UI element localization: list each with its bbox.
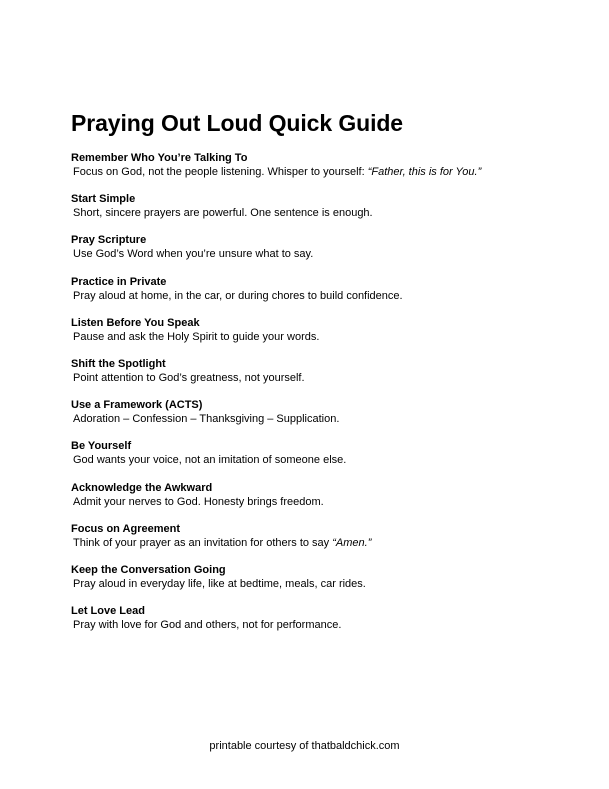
- tip-body: [71, 289, 591, 303]
- tip-body: [71, 453, 591, 467]
- tip-item: [71, 604, 591, 645]
- tip-quote: “Amen.”: [332, 536, 372, 549]
- tip-body: [71, 618, 591, 632]
- footer-credit: printable courtesy of thatbaldchick.com: [209, 740, 400, 752]
- tip-body: [71, 536, 591, 550]
- tip-body: [71, 577, 591, 591]
- tip-title: Be Yourself: [71, 440, 132, 453]
- tip-item: [71, 316, 591, 357]
- tip-body: [71, 330, 591, 344]
- tip-text: Pray aloud at home, in the car, or during chores to build confidence.: [73, 289, 403, 302]
- tip-item: [71, 522, 591, 563]
- tip-text: Pray aloud in everyday life, like at bedtime, meals, car rides.: [73, 577, 366, 590]
- tip-title: Pray Scripture: [71, 234, 147, 247]
- tip-title: Remember Who You’re Talking To: [71, 152, 248, 164]
- tip-body: [71, 165, 591, 179]
- tip-item: [71, 563, 591, 604]
- tip-title: Acknowledge the Awkward: [71, 481, 213, 494]
- tip-quote: “Father, this is for You.”: [367, 166, 482, 178]
- tip-title: Practice in Private: [71, 275, 167, 288]
- tip-text: Adoration – Confession – Thanksgiving – Supplication.: [73, 413, 340, 426]
- page-title: Praying Out Loud Quick Guide: [71, 110, 404, 136]
- tip-text: Pause and ask the Holy Spirit to guide your words.: [73, 330, 320, 343]
- tip-title: Listen Before You Speak: [71, 316, 200, 329]
- tip-body: [71, 412, 591, 426]
- tip-item: [71, 233, 591, 274]
- tip-title: Shift the Spotlight: [71, 357, 166, 370]
- tip-text: Point attention to God’s greatness, not yourself.: [73, 371, 305, 384]
- tip-text: God wants your voice, not an imitation of someone else.: [73, 454, 347, 467]
- tip-item: [71, 439, 591, 480]
- tip-item: [71, 275, 591, 316]
- tip-text: Short, sincere prayers are powerful. One sentence is enough.: [73, 207, 373, 220]
- tip-text: Focus on God, not the people listening. Whisper to yourself:: [73, 166, 368, 178]
- tip-title: Keep the Conversation Going: [71, 563, 226, 576]
- tip-text: Think of your prayer as an invitation for others to say: [73, 536, 333, 549]
- tip-text: Admit your nerves to God. Honesty brings freedom.: [73, 495, 324, 508]
- tip-text: Pray with love for God and others, not for performance.: [73, 619, 342, 632]
- tip-item: [71, 481, 591, 522]
- tip-item: [71, 357, 591, 398]
- tip-text: Use God’s Word when you’re unsure what to say.: [73, 248, 314, 261]
- tip-item: [71, 398, 591, 439]
- tip-body: [71, 247, 591, 261]
- tip-title: Let Love Lead: [71, 605, 145, 618]
- tip-body: [71, 206, 591, 220]
- tip-body: [71, 495, 591, 509]
- tip-title: Start Simple: [71, 193, 136, 206]
- tip-body: [71, 371, 591, 385]
- tip-item: [71, 192, 591, 233]
- tip-title: Focus on Agreement: [71, 522, 180, 535]
- tip-item: [71, 151, 591, 192]
- tip-title: Use a Framework (ACTS): [71, 399, 203, 412]
- tips-list: [71, 151, 591, 645]
